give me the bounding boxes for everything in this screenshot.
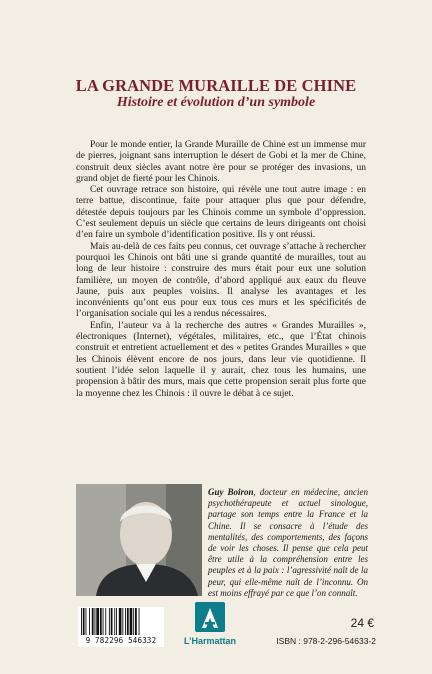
author-bio-text: , docteur en médecine, ancien psychothérapeute et actuel sinologue, partage son temps entre la France et la Chine. Il se consacre à l’étude des mentalités, des comportements, des façons de voir les choses. Il pense que cela peut être utile à la compréhension entre les peuples et à la paix : l’agressivité naît de la peur, qui elle-même naît de l’inconnu. On est moins effrayé par ce que l’on connaît. (208, 487, 368, 598)
blurb-paragraph: Mais au-delà de ces faits peu connus, cet ouvrage s’attache à rechercher pourquoi les Chinois ont bâti une si grande quantité de murailles, tout au long de leur histoire : construire des murs était pour eux une solution familière, un moyen de contrôle, d’abord appliqué aux eaux du fleuve Jaune, puis aux peuples voisins. Il analyse les avantages et les inconvénients qu’ont eus pour eux tous ces murs et les spécificités de l’organisation sociale qui les a rendus nécessaires. (76, 241, 366, 320)
publisher-name: L’Harmattan (183, 636, 236, 646)
author-name: Guy Boiron (208, 487, 254, 497)
blurb (76, 140, 366, 400)
barcode-bars (78, 607, 164, 636)
book-title: LA GRANDE MURAILLE DE CHINE (75, 76, 357, 95)
book-subtitle: Histoire et évolution d’un symbole (116, 95, 316, 110)
publisher-logo-icon (178, 600, 242, 636)
author-photo (76, 484, 202, 596)
isbn: ISBN : 978-2-296-54633-2 (276, 636, 376, 646)
blurb-paragraph: Enfin, l’auteur va à la recherche des autres « Grandes Murailles », électroniques (Internet), végétales, militaires, etc., que l’État chinois construit et entretient actuellement et des « petites Grandes Murailles » que les Chinois élèvent encore de nos jours, dans leur vie quotidienne. Il soutient l’idée selon laquelle il y aurait, chez tous les humains, une propension à bâtir des murs, mais que cette propension serait plus forte que la moyenne chez les Chinois : il ouvre le débat à ce sujet. (76, 320, 366, 399)
blurb-paragraph: Cet ouvrage retrace son histoire, qui révèle une tout autre image : en terre battue, discontinue, faite pour attaquer plus que pour défendre, détestée depuis toujours par les Chinois comme un symbole d’oppression. C’est seulement depuis un siècle que certains de leurs dirigeants ont choisi d’en faire un symbole d’identification positive. Ils y ont réussi. (76, 185, 366, 241)
barcode-digits: 9 782296 546332 (78, 636, 164, 645)
author-bio (208, 487, 368, 599)
blurb-paragraph: Pour le monde entier, la Grande Muraille de Chine est un immense mur de pierres, joignant sans interruption le désert de Gobi et la mer de Chine, construit deux siècles avant notre ère pour se protéger des invasions, un grand objet de fierté pour les Chinois. (76, 140, 366, 184)
price: 24 € (350, 616, 374, 630)
author-portrait-image (76, 484, 202, 596)
